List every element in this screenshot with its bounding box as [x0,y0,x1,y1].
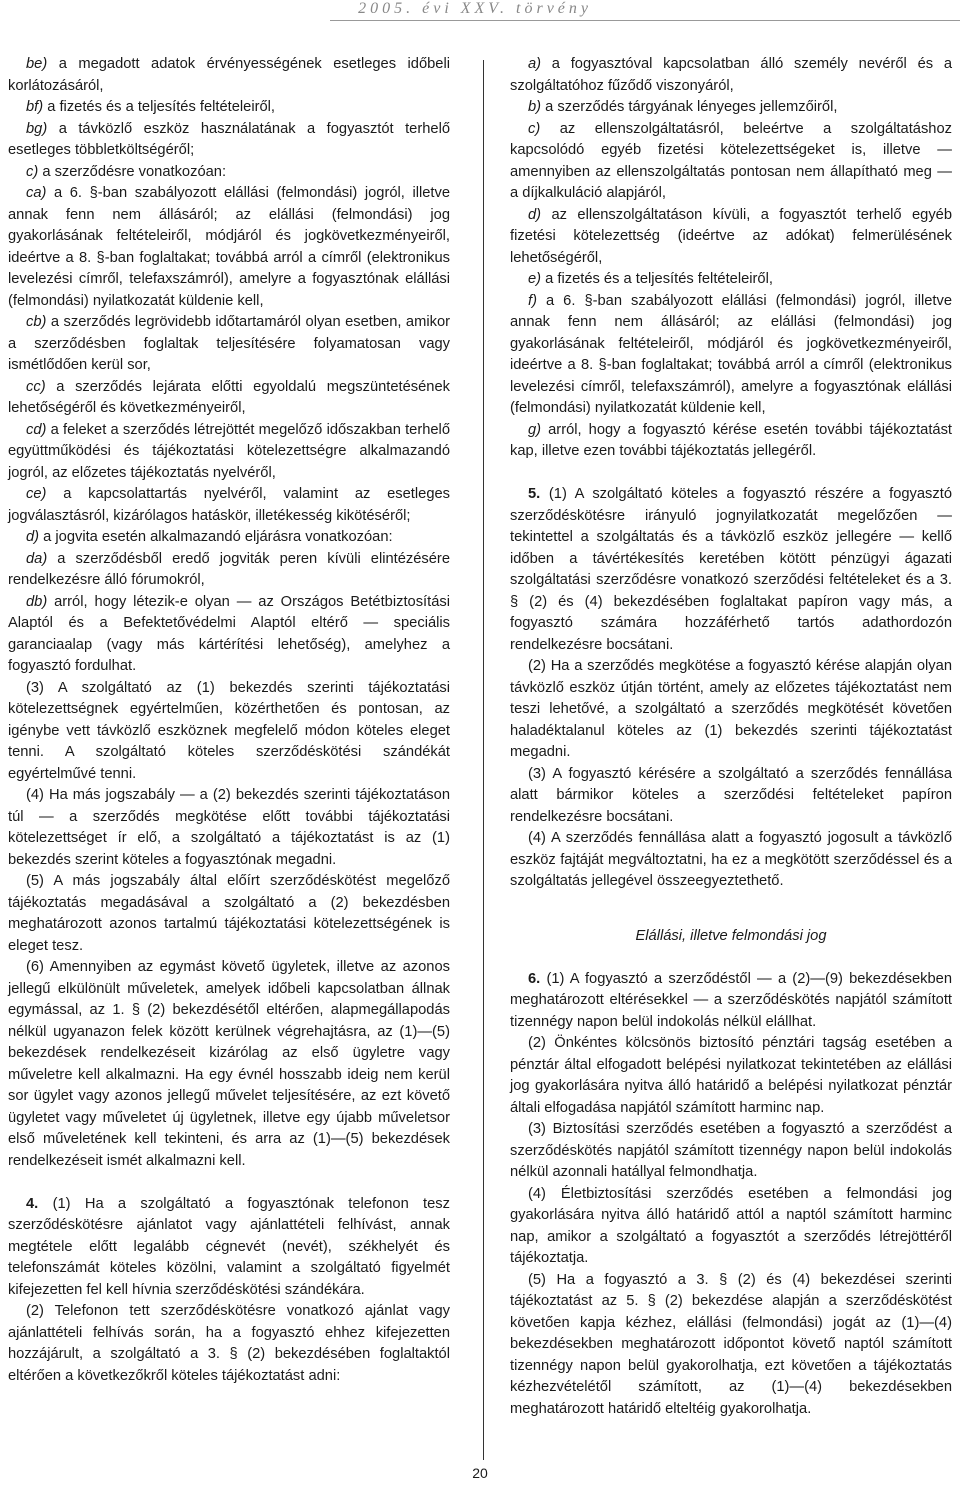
item-label: cc) [26,378,46,395]
item-label: e) [528,271,542,287]
paragraph [8,678,450,786]
paragraph-text: a kapcsolattartás nyelvéről, valamint az esetleges jogválasztásról, kizárólagos hatáskör, illetékesség kikötéséről; [8,486,450,524]
paragraph-text: (2) Telefonon tett szerződéskötésre vonatkozó ajánlat vagy ajánlattételi felhívás során, ha a fogyasztó ehhez kifejezetten hozzájárult, a szolgáltató a 3. § (2) bekezdésében foglaltaktól eltérően a következőkről köteles tájékoztatást adni: [8,1303,450,1384]
item-label: b) [528,99,542,115]
paragraph-text: a fogyasztóval kapcsolatban álló személy nevéről és a szolgáltatóhoz fűződő viszonyáról, [510,56,952,94]
paragraph [510,656,952,764]
paragraph-text: (2) Ha a szerződés megkötése a fogyasztó kérése alapján olyan távközlő eszköz útján történt, amely az előzetes tájékoztatást nem teszi lehetővé, a szolgáltató a szerződés megkötését követően haladéktalanul köteles az (1) bekezdés szerinti tájékoztatást megadni. [510,658,952,760]
item-label: d) [528,206,542,223]
paragraph [8,549,450,592]
paragraph-text: a megadott adatok érvényességének esetleges időbeli korlátozásáról, [8,56,450,94]
paragraph [8,785,450,871]
paragraph-text: a fizetés és a teljesítés feltételeiről, [43,99,275,115]
paragraph-text: (3) A fogyasztó kérésére a szolgáltató a szerződés fennállása alatt bármikor köteles a szerződési feltételeket papíron rendelkezésre bocsátani. [510,765,952,825]
item-label: c) [26,163,39,180]
paragraph-text: a fizetés és a teljesítés feltételeiről, [541,271,773,287]
paragraph-text: arról, hogy létezik-e olyan — az Országos Betétbiztosítási Alaptól és a Befektetővédelmi Alaptól eltérő — speciális garanciaalap (vagy más kártérítési lehetőség), amelyhez a fogyasztó fordulhat. [8,593,450,674]
paragraph-text: (1) Ha a szolgáltató a fogyasztónak telefonon tesz szerződéskötésre ajánlatot vagy ajánlattételi felhívást, annak megtétele előtt legalább cégnevét (nevét), székhelyét és telefonszámát köteles közölni, valamint a szolgáltató figyelmét kifejezetten fel kell hívnia szerződéskötési szándékára. [8,1195,450,1298]
paragraph [510,420,952,463]
left-column [8,54,450,1387]
paragraph [8,54,450,97]
paragraph-text: a szerződés legrövidebb időtartamáról olyan esetben, amikor a szerződésben foglaltak teljesítésére folyamatosan vagy ismétlődően kerül sor, [8,314,450,373]
paragraph-text: (6) Amennyiben az egymást követő ügyletek, illetve az azonos jellegű elkülönült műveletek, amelyek időbeli kapcsolatban állnak egymással, az 1. § (2) bekezdésétől eltérően, alapmegállapodás nélkül ugyanazon felek között kerülnek végrehajtásra, az (1)—(5) bekezdések rendelkezéseit kizárólag az első ügyletre vagy műveletre kell alkalmazni. Ha egy évnél hosszabb ideig nem kerül sor ügylet vagy azonos jellegű művelet teljesítésére, az ezt követő ügyletet vagy műveletet új ügyletnek, illetve egy újabb műveletsor első műveletének kell tekinteni, és arra az (1)—(5) bekezdések rendelkezéseit ismét alkalmazni kell. [8,959,450,1169]
paragraph-text: a szerződésre vonatkozóan: [38,163,227,180]
section-heading: Elállási, illetve felmondási jog [635,927,827,944]
paragraph [510,484,952,656]
paragraph [510,764,952,829]
paragraph-text: (3) A szolgáltató az (1) bekezdés szerinti tájékoztatási kötelezettségnek egyértelműen, közérthetően és pontosan, az igénybe vett távközlő eszköznek megfelelő módon köteles eleget tenni. A szolgáltató köteles szerződéskötési szándékát egyértelművé tenni. [8,679,450,782]
item-label: d) [26,529,40,545]
item-label: db) [26,593,48,610]
paragraph [510,1270,952,1421]
paragraph [510,119,952,205]
running-header [0,0,960,22]
item-label: f) [528,292,537,309]
paragraph-text: (4) Ha más jogszabály — a (2) bekezdés szerinti tájékoztatáson túl — a szerződés megkötése előtt további tájékoztatási kötelezettséget ír elő, a szolgáltató a tájékoztatást is az (1) bekezdés szerint köteles a fogyasztónak megadni. [8,787,450,868]
item-label: cb) [26,314,47,330]
paragraph-text: a szerződés lejárata előtti egyoldalú megszüntetésének lehetőségéről és következményeiről, [8,378,450,416]
paragraph-text: (2) Önkéntes kölcsönös biztosító pénztári tagság esetében a pénztár által elfogadott belépési nyilatkozat tekintetében az elállási jog gyakorlására nyitva álló határidő a belépési nyilatkozat pénztár általi elfogadása napjától számított harminc nap. [510,1035,952,1116]
paragraph [8,312,450,377]
paragraph-text: arról, hogy a fogyasztó kérése esetén további tájékoztatást kap, illetve ezen további tájékoztatás jellegéről. [510,421,952,459]
section-number: 6. [528,970,541,987]
item-label: be) [26,56,48,72]
paragraph [8,484,450,527]
paragraph-text: az ellenszolgáltatáson kívüli, a fogyasztót terhelő egyéb fizetési kötelezettség (ideértve az adókat) felmerülésének lehetőségéről, [510,206,952,266]
paragraph [8,1301,450,1387]
paragraph [8,183,450,312]
page-number: 20 [472,1465,488,1481]
section-number: 5. [528,486,541,502]
paragraph-text: (5) Ha a fogyasztó a 3. § (2) és (4) bekezdései szerinti tájékoztatást az 5. § (2) bekezdése alapján a szerződéskötést követően kapja kézhez, elállási (felmondási) jogát az (1)—(4) bekezdésekben meghatározott időpontot követő naptól számított tizennégy napon belül gyakorolhatja, ezt követően a tájékoztatás kézhezvételétől számított, az (1)—(4) bekezdésekben meghatározott határidő elteltéig gyakorolhatja. [510,1271,952,1417]
paragraph-text: (1) A szolgáltató köteles a fogyasztó részére a fogyasztó szerződéskötésre irányuló jognyilatkozatát megelőzően — tekintettel a szolgáltatás és a távközlő eszköz jellegére — kellő időben a távértékesítés keretében kötött pénzügyi ágazati szolgáltatási szerződésre vonatkozó szerződési feltételeket és a 3. § (2) és (4) bekezdésében foglaltakat papíron vagy más, a fogyasztó számára hozzáférhető tartós adathordozón rendelkezésre bocsátani. [510,486,952,653]
paragraph [510,969,952,1034]
item-label: g) [528,421,542,438]
item-label: ca) [26,185,47,201]
header-rule [330,20,960,21]
paragraph [510,1033,952,1119]
paragraph-text: (4) A szerződés fennállása alatt a fogyasztó jogosult a távközlő eszköz fajtáját megváltoztatni, ha ez a megkötött szerződéssel és a szolgáltatás jellegével összeegyeztethető. [510,830,952,889]
paragraph-text: (3) Biztosítási szerződés esetében a fogyasztó a szerződést a szerződéskötés napjától számított tizennégy napon belül indokolás nélkül azonnali hatállyal felmondhatja. [510,1121,952,1180]
paragraph [8,420,450,485]
paragraph-text: a szerződés tárgyának lényeges jellemzőiről, [541,99,838,115]
paragraph-text: (1) A fogyasztó a szerződéstől — a (2)—(9) bekezdésekben meghatározott eltérésekkel — a szerződéskötés napjától számított tizennégy napon belül indokolás nélkül elállhat. [510,970,952,1030]
paragraph-text: az ellenszolgáltatásról, beleértve a szolgáltatáshoz kapcsolódó egyéb fizetési kötelezettségeket is, illetve — amennyiben az ellenszolgáltatás pontosan nem állapítható meg — a díjkalkuláció alapjáról, [510,120,952,201]
paragraph [510,54,952,97]
paragraph [8,377,450,420]
paragraph [510,97,952,119]
right-column [510,54,952,1420]
paragraph-text: a 6. §-ban szabályozott elállási (felmondási) jogról, illetve annak fenn nem állásáról; az elállási (felmondási) jog gyakorlásának feltételeiről, módjáról és jogkövetkezményeiről, ideértve a 8. §-ban foglaltakat; továbbá arról a címről (elektronikus levelezési címről, telefaxszámról), amelyre a fogyasztónak elállási (felmondási) nyilatkozatát küldenie kell, [8,185,450,309]
paragraph-text: a távközlő eszköz használatának a fogyasztót terhelő esetleges többletköltségéről; [8,120,450,158]
paragraph [510,205,952,270]
section-number: 4. [26,1195,39,1212]
paragraph [8,527,450,549]
paragraph [510,291,952,420]
paragraph-text: a 6. §-ban szabályozott elállási (felmondási) jogról, illetve annak fenn nem állásáról; az elállási (felmondási) jog gyakorlásának feltételeiről, módjáról és jogkövetkezményeiről, ideértve a 8. §-ban foglaltakat; továbbá arról a címről (elektronikus levelezési címről, telefaxszámról), amelyre a fogyasztónak elállási (felmondási) nyilatkozatát küldenie kell, [510,292,952,416]
paragraph [510,1184,952,1270]
paragraph-text: a szerződésből eredő jogviták peren kívüli elintézésére rendelkezésre álló fórumokról, [8,550,450,588]
item-label: da) [26,550,48,567]
paragraph [8,957,450,1172]
column-divider [483,60,484,1460]
paragraph [8,162,450,184]
paragraph [510,1119,952,1184]
item-label: c) [528,120,541,137]
paragraph [8,592,450,678]
paragraph [8,1194,450,1302]
paragraph [8,871,450,957]
paragraph-text: (5) A más jogszabály által előírt szerződéskötést megelőző tájékoztatás megadásával a szolgáltató a (2) bekezdésben meghatározott azonos tartalmú tájékoztatási kötelezettségének is eleget tesz. [8,873,450,954]
item-label: a) [528,56,542,72]
item-label: bg) [26,120,48,137]
paragraph [8,97,450,119]
paragraph-text: a feleket a szerződés létrejöttét megelőző időszakban terhelő együttműködési és tájékoztatási kötelezettségre alkalmazandó jogról, az előzetes tájékoztatás nyelvéről, [8,421,450,481]
paragraph-text: (4) Életbiztosítási szerződés esetében a felmondási jog gyakorlására nyitva álló határidő attól a naptól számított harminc nap, amikor a szolgáltató a fogyasztót a szerződés létrejöttéről tájékoztatja. [510,1185,952,1266]
header-title: 2005. évi XXV. törvény [358,0,592,17]
item-label: ce) [26,486,47,502]
paragraph-text: a jogvita esetén alkalmazandó eljárásra vonatkozóan: [39,529,393,545]
paragraph [8,119,450,162]
item-label: bf) [26,99,44,115]
paragraph [510,269,952,291]
item-label: cd) [26,421,47,438]
paragraph [510,828,952,893]
